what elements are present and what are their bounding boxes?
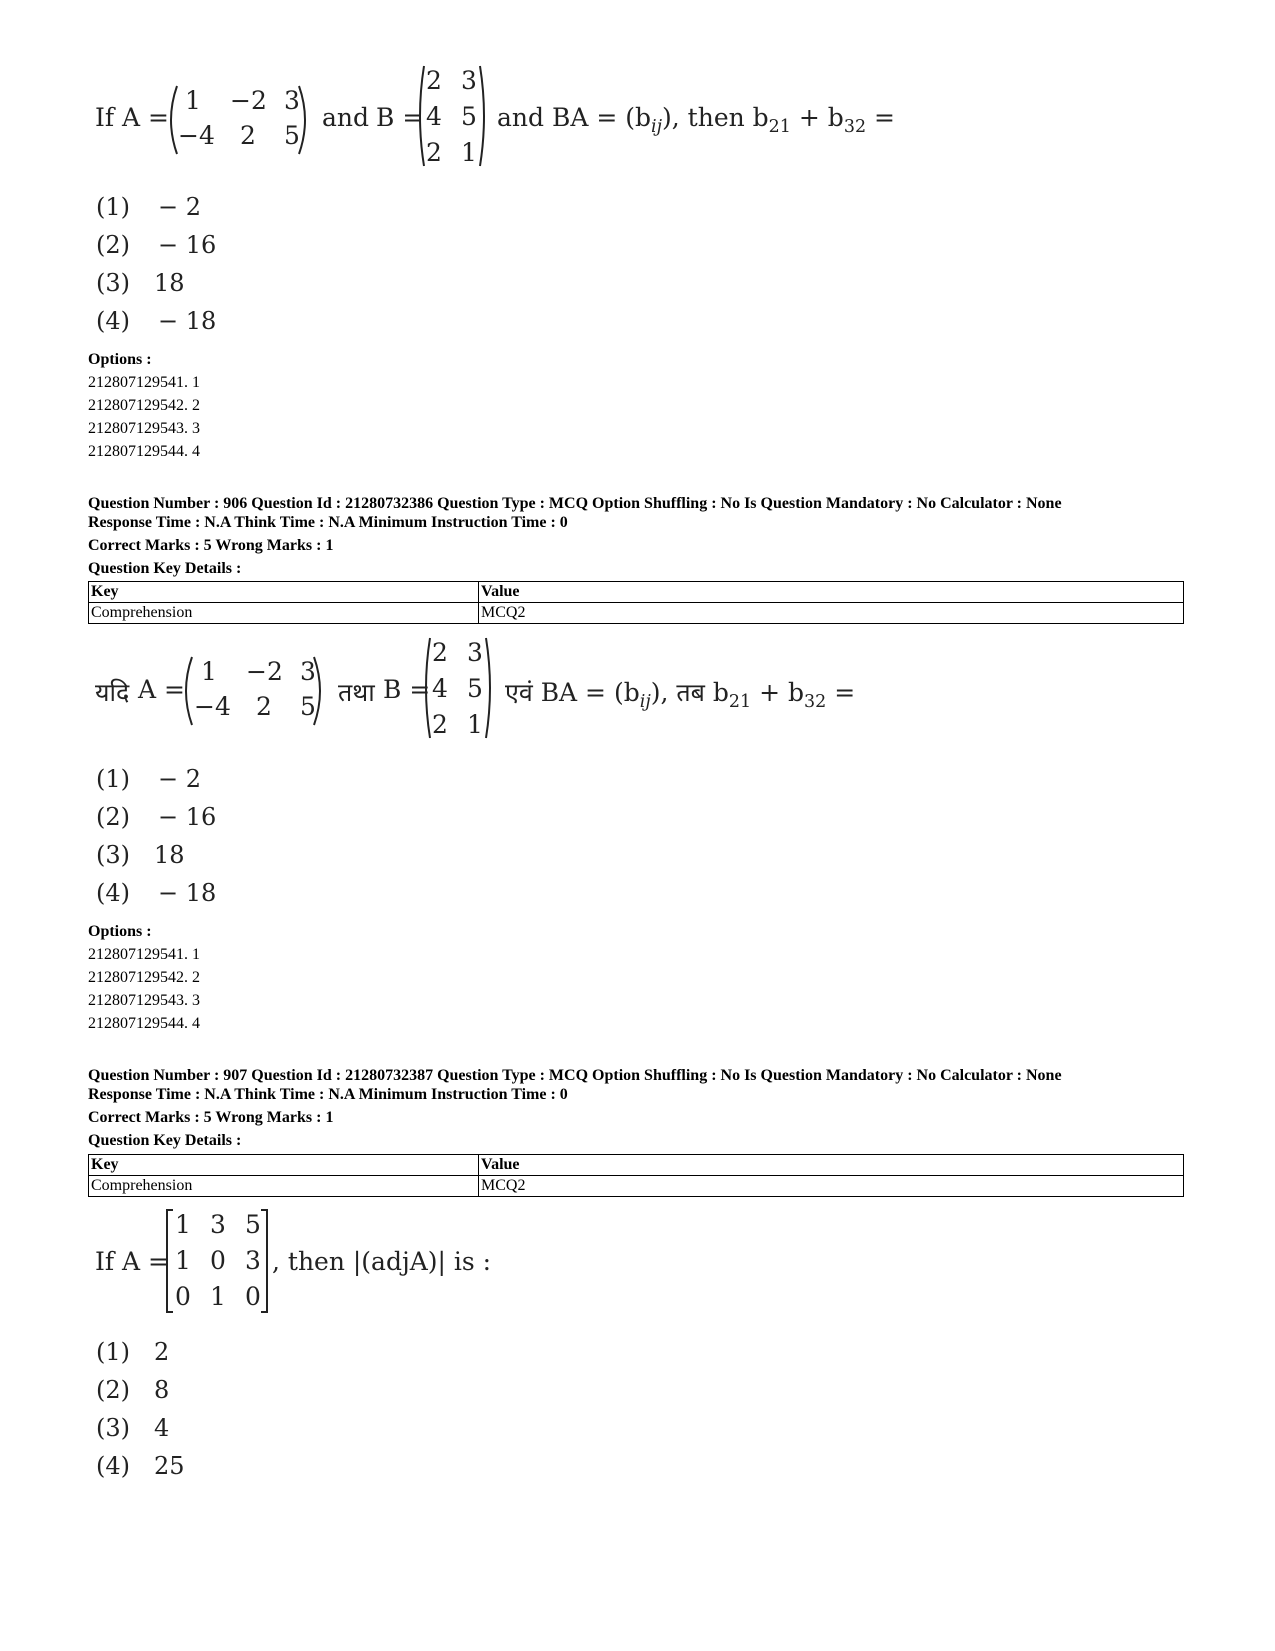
q907-choice-1-label: (1) [96,1338,130,1366]
q1-and-2: and [497,103,545,132]
q907-a-32: 1 [210,1282,226,1311]
key-header: Key [89,582,479,603]
q1-choice-4 [96,307,216,335]
q907-a-11: 1 [175,1210,191,1239]
q906-b-12: 3 [467,638,483,667]
value-cell: MCQ2 [479,1176,1184,1197]
q1-a-12: −2 [230,86,267,115]
q1-and-1: and [322,103,370,132]
q907-choice-3-label: (3) [96,1414,130,1442]
q907-a-21: 1 [175,1246,191,1275]
q1-choice-4-label: (4) [96,307,130,335]
q1-then: ), then b [662,103,769,132]
table-row [89,1155,1184,1176]
q907-key-details: Question Key Details : [88,1132,242,1149]
q1-sub-32: 32 [843,117,867,137]
q907-choice-3 [96,1414,169,1442]
q907-a-23: 3 [245,1246,261,1275]
table-row [89,1176,1184,1197]
q906-a-11: 1 [201,657,217,686]
q906-a-equals: A = [138,675,185,704]
q1-b-11: 2 [426,66,442,95]
q1-choice-3-label: (3) [96,269,130,297]
q906-a-23: 5 [300,692,316,721]
value-header: Value [479,1155,1184,1176]
q1-a-22: 2 [240,121,256,150]
q1-b-22: 5 [461,102,477,131]
q906-ba-expression [505,675,855,712]
q906-a-13: 3 [300,657,316,686]
q907-choice-1-value: 2 [154,1338,170,1366]
q1-eq: = [866,103,895,132]
q907-header-line2: Response Time : N.A Think Time : N.A Minimum Instruction Time : 0 [88,1086,568,1103]
q906-choice-2-value: − 16 [158,803,217,831]
q906-choice-2-label: (2) [96,803,130,831]
q906-choice-4-value: − 18 [158,879,217,907]
q1-a-21: −4 [178,121,215,150]
q906-b-11: 2 [432,638,448,667]
q1-choice-3 [96,269,185,297]
q1-ba-expression [497,103,895,137]
q906-choice-3-value: 18 [154,841,185,869]
q906-b-equals: B = [383,675,431,704]
q906-option-3: 212807129543. 3 [88,992,200,1009]
q907-a-22: 0 [210,1246,226,1275]
q906-yadi: यदि [95,678,130,707]
q907-a-13: 5 [245,1210,261,1239]
q907-a-31: 0 [175,1282,191,1311]
q906-ij: ij [639,692,651,712]
q1-choice-2 [96,231,216,259]
q1-a-equals: A = [122,103,169,132]
q1-plus: + b [790,103,844,132]
q906-a-21: −4 [194,692,231,721]
q1-if-text: If [95,103,115,132]
q1-a-13: 3 [284,86,300,115]
q1-choice-1 [96,193,201,221]
q907-a-33: 0 [245,1282,261,1311]
q1-choice-4-value: − 18 [158,307,217,335]
q906-option-1: 212807129541. 1 [88,946,200,963]
q907-choice-1 [96,1338,169,1366]
q907-choice-2-label: (2) [96,1376,130,1404]
table-row [89,582,1184,603]
q906-tatha: तथा [338,678,375,707]
q1-choice-2-label: (2) [96,231,130,259]
q907-a-equals: A = [122,1247,169,1276]
q906-option-2: 212807129542. 2 [88,969,200,986]
q1-options-title: Options : [88,351,152,368]
q1-b-equals: B = [376,103,424,132]
value-cell: MCQ2 [479,603,1184,624]
q1-b-31: 2 [426,138,442,167]
q907-choice-4-value: 25 [154,1452,185,1480]
q907-choice-4 [96,1452,185,1480]
q1-b-12: 3 [461,66,477,95]
q1-option-3: 212807129543. 3 [88,420,200,437]
q906-choice-1 [96,765,201,793]
q906-evam: एवं [505,678,533,707]
q906-choice-1-value: − 2 [158,765,202,793]
q906-a-22: 2 [256,692,272,721]
q906-key-details: Question Key Details : [88,560,242,577]
q906-options-title: Options : [88,923,152,940]
q906-choice-1-label: (1) [96,765,130,793]
q907-choice-2 [96,1376,169,1404]
q906-b-31: 2 [432,710,448,739]
q906-option-4: 212807129544. 4 [88,1015,200,1032]
q907-choice-3-value: 4 [154,1414,170,1442]
q906-a-12: −2 [246,657,283,686]
q906-sub-32: 32 [804,692,827,712]
q1-choice-1-label: (1) [96,193,130,221]
q1-b-21: 4 [426,102,442,131]
q1-a-11: 1 [185,86,201,115]
q1-ij: ij [651,117,663,137]
q906-choice-3-label: (3) [96,841,130,869]
q906-eq: = [826,678,856,707]
q1-ba: BA = (b [551,103,651,132]
q1-option-2: 212807129542. 2 [88,397,200,414]
q1-choice-1-value: − 2 [158,193,202,221]
q1-option-1: 212807129541. 1 [88,374,200,391]
q907-header-line1: Question Number : 907 Question Id : 21280732387 Question Type : MCQ Option Shuffling : No Is Question Mandatory : No Calculator : None [88,1067,1062,1084]
q907-marks: Correct Marks : 5 Wrong Marks : 1 [88,1109,334,1126]
q906-header-line2: Response Time : N.A Think Time : N.A Minimum Instruction Time : 0 [88,514,568,531]
key-cell: Comprehension [89,603,479,624]
q906-choice-4 [96,879,216,907]
table-row [89,603,1184,624]
q906-choice-2 [96,803,216,831]
q907-if-text: If [95,1247,115,1276]
q906-plus: + b [751,678,805,707]
q1-choice-2-value: − 16 [158,231,217,259]
q906-tab: ), तब b [650,678,729,707]
q906-key-table [88,581,1184,624]
key-cell: Comprehension [89,1176,479,1197]
q1-b-32: 1 [461,138,477,167]
q907-choice-4-label: (4) [96,1452,130,1480]
q906-b-22: 5 [467,674,483,703]
q906-sub-21: 21 [728,692,752,712]
q906-choice-4-label: (4) [96,879,130,907]
key-header: Key [89,1155,479,1176]
q907-a-12: 3 [210,1210,226,1239]
value-header: Value [479,582,1184,603]
q1-a-23: 5 [284,121,300,150]
q906-b-32: 1 [467,710,483,739]
q907-then-text: , then |(adjA)| is : [272,1247,492,1276]
q1-choice-3-value: 18 [154,269,185,297]
q1-option-4: 212807129544. 4 [88,443,200,460]
q906-header-line1: Question Number : 906 Question Id : 21280732386 Question Type : MCQ Option Shuffling : No Is Question Mandatory : No Calculator : None [88,495,1062,512]
q907-key-table [88,1154,1184,1197]
q1-sub-21: 21 [768,117,791,137]
q906-b-21: 4 [432,674,448,703]
q906-marks: Correct Marks : 5 Wrong Marks : 1 [88,537,334,554]
q906-choice-3 [96,841,185,869]
q906-ba: BA = (b [540,678,640,707]
q907-choice-2-value: 8 [154,1376,170,1404]
